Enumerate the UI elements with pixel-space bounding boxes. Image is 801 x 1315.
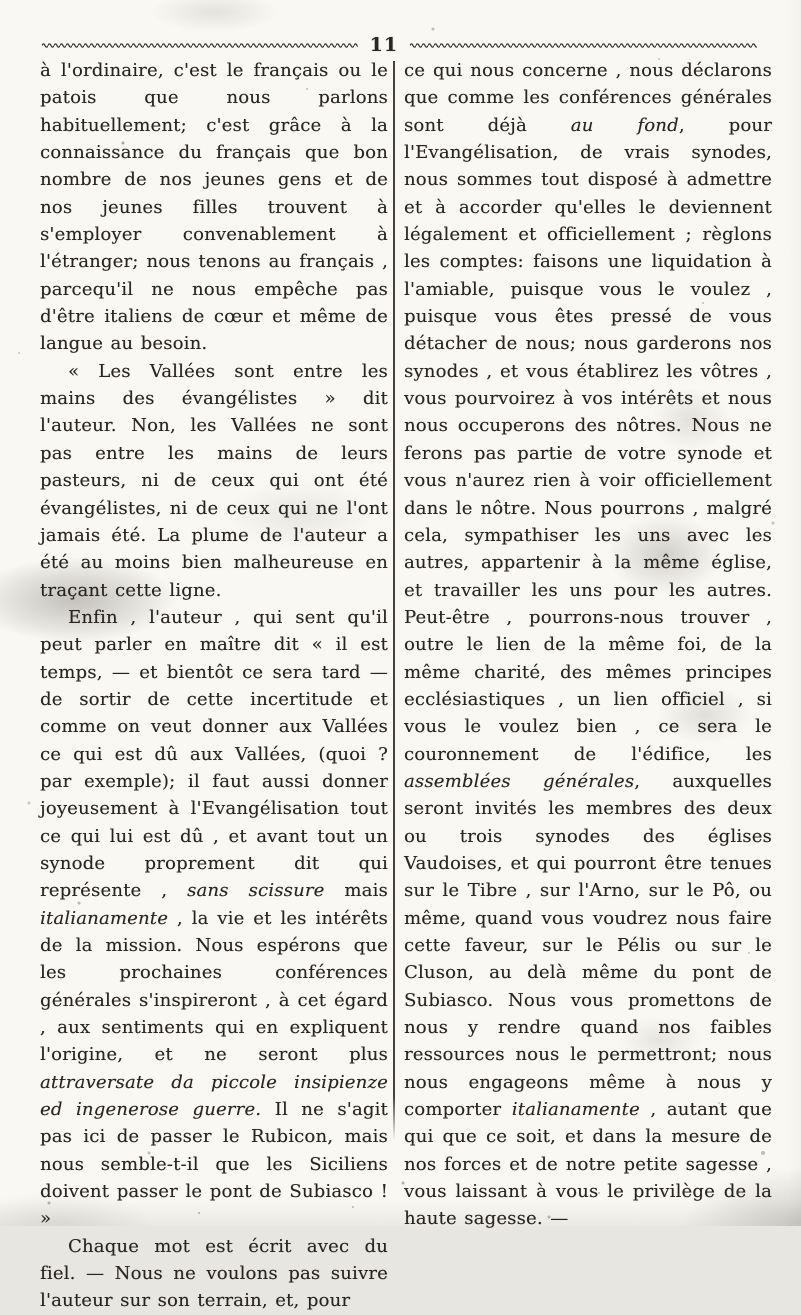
paragraph (40, 57, 388, 358)
text-run: Chaque mot est écrit avec du fiel. — Nous ne voulons pas suivre l'auteur sur son terrain, et, pour (40, 1235, 388, 1312)
page-header (42, 36, 757, 55)
text-run: Il ne s'agit pas ici de passer le Rubicon, mais nous semble-t-il que les Siciliens doivent passer le pont de Subiasco ! » (40, 1099, 388, 1230)
paragraph (40, 1233, 388, 1315)
italic-text-run: attraversate da piccole insipienze ed ingenerose guerre. (40, 1071, 388, 1121)
scan-noise-speckles (0, 0, 2, 2)
left-column (40, 57, 388, 1312)
italic-text-run: assemblées générales (404, 770, 635, 792)
paragraph (404, 57, 772, 1233)
italic-text-run: sans scissure (187, 880, 325, 902)
paragraph (40, 604, 388, 1233)
two-column-text-block (40, 57, 773, 1312)
text-run: ce qui nous concerne , nous déclarons que comme les conférences générales sont déjà (404, 60, 772, 136)
text-run: , pour l'Evangélisation, de vrais synodes, nous sommes tout disposé à admettre et à accorder qu'elles le deviennent légalement et officiellement ; règlons les comptes: faisons une liquidation à l'amiable, puisque vous le voulez , puisque vous êtes pressé de vous détacher de nous; nous garderons nos synodes , et vous établirez les vôtres , vous pourvoirez à vos intérêts et nous nous occuperons des nôtres. Nous ne ferons pas partie de votre synode et vous n'aurez rien à voir officiellement dans le nôtre. Nous pourrons , malgré cela, sympathiser les uns avec les autres, appartenir à la même église, et travailler les uns pour les autres. Peut-être , pourrons-nous trouver , outre le lien de la même foi, de la même charité, des mêmes principes ecclésiastiques , un lien officiel , si vous le voulez bien , ce sera le couronnement de l'édifice, les (404, 114, 773, 765)
paragraph (40, 358, 388, 604)
text-run: « Les Vallées sont entre les mains des évangélistes » dit l'auteur. Non, les Vallées ne sont pas entre les mains de leurs pasteurs, ni de ceux qui ont été évangélistes, ni de ceux qui ne l'ont jamais été. La plume de l'auteur a été au moins bien malheureuse en traçant cette ligne. (40, 360, 388, 601)
column-divider-rule (393, 61, 395, 1140)
text-run: mais (324, 880, 388, 902)
wavy-rule-left (42, 41, 358, 50)
italic-text-run: italianamente (40, 907, 169, 929)
page-number: 11 (369, 34, 399, 56)
text-run: , auxquelles seront invités les membres des deux ou trois synodes des églises Vaudoises, et qui pourront être tenues sur le Tibre , sur l'Arno, sur le Pô, ou même, quand vous voudrez nous faire cette faveur, sur le Pélis ou sur le Cluson, au delà même du pont de Subiasco. Nous vous promettons de nous y rendre quand nos faibles ressources nous le permettront; nous nous engageons même à nous y comporter (404, 770, 772, 1121)
text-run: Enfin , l'auteur , qui sent qu'il peut parler en maître dit « il est temps, — et bientôt ce sera tard — de sortir de cette incertitude et comme on veut donner aux Vallées ce qui est dû aux Vallées, (quoi ? par exemple); il faut aussi donner joyeusement à l'Evangélisation tout ce qui lui est dû , et avant tout un synode proprement dit qui représente , (40, 606, 388, 902)
text-run: , la vie et les intérêts de la mission. Nous espérons que les prochaines conférences générales s'inspireront , à cet égard , aux sentiments qui en expliquent l'origine, et ne seront plus (40, 907, 388, 1066)
right-column (404, 57, 773, 1230)
italic-text-run: au fond (570, 114, 679, 136)
italic-text-run: italianamente (511, 1099, 640, 1121)
text-run: à l'ordinaire, c'est le français ou le patois que nous parlons habituellement; c'est grâce à la connaissance du français que bon nombre de nos jeunes gens et de nos jeunes filles trouvent à s'employer convenablement à l'étranger; nous tenons au français , parcequ'il ne nous empêche pas d'être italiens de cœur et même de langue au besoin. (40, 60, 388, 355)
text-run: , autant que qui que ce soit, et dans la mesure de nos forces et de notre petite sagesse , vous laissant à vous le privilège de la haute sagesse. — (404, 1099, 772, 1230)
wavy-rule-right (410, 41, 757, 50)
